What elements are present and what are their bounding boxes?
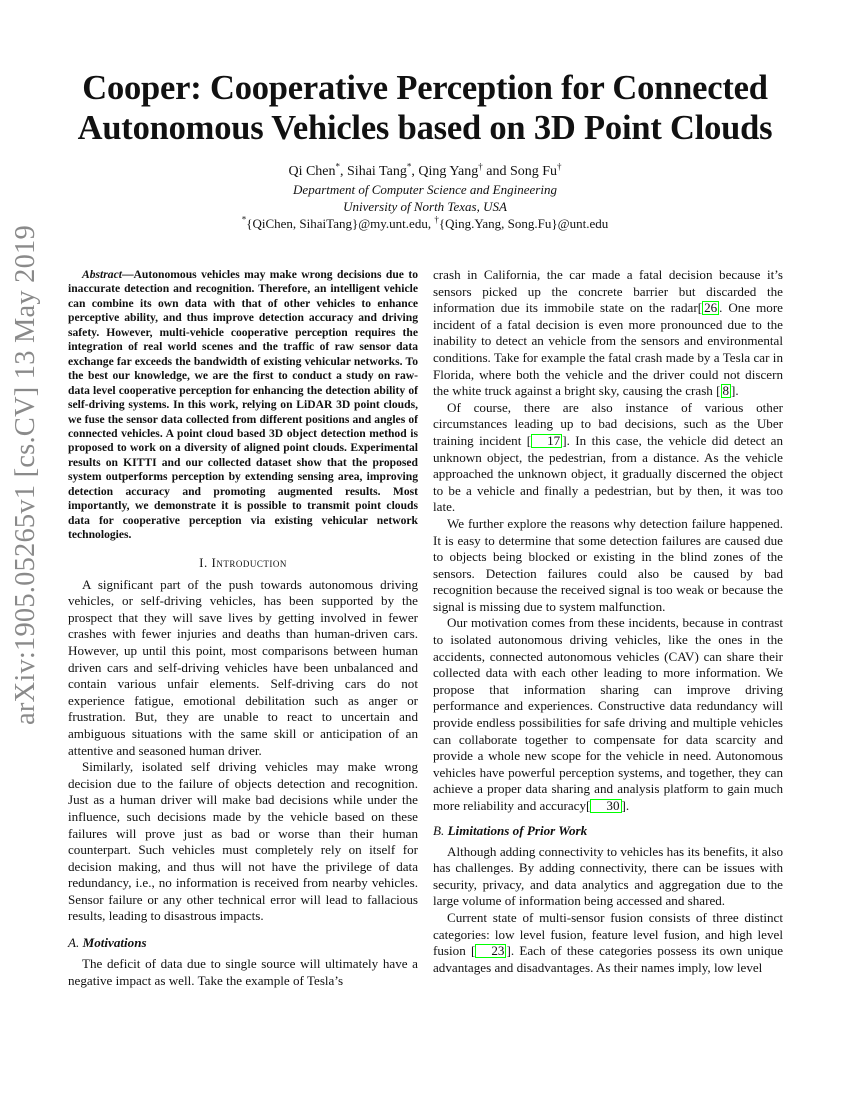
author-names: Qi Chen*, Sihai Tang*, Qing Yang† and Song Fu† [288, 161, 562, 179]
email-group: {QiChen, SihaiTang}@my.unt.edu, [246, 216, 432, 231]
university: University of North Texas, USA [343, 199, 507, 214]
left-column [68, 268, 418, 989]
paragraph: We further explore the reasons why detection failure happened. It is easy to determine that some detection failures are caused due to objects being blocked or existing in the blind zones of the sensors. Detection failures could also be caused by bad recognition because the received signal is too weak or because the signal is missing due to system malfunction. [433, 515, 783, 614]
paragraph-start: The deficit of data due to single source will ultimately have a negative impact as well. Take the example of Tesla’s [68, 956, 418, 988]
affiliation-mark: * [406, 161, 412, 172]
abstract-dash: — [121, 268, 134, 281]
paragraph [433, 910, 783, 976]
author-block [0, 163, 850, 232]
paragraph-text: Our motivation comes from these incidents, because in contrast to isolated autonomous driving vehicles, like the ones in the accidents, connected autonomous vehicles (CAV) can share their collected data with each other leading to more information. We propose that information sharing can improve driving performance and experiences. Constructive data redundancy will provide endless possibilities for safe driving and multiple vehicles can collaborate together to compensate for data scarcity and provide a whole new scope for the vehicle in need. Autonomous vehicles have powerful perception systems, and together, they can achieve a proper data sharing and analysis platform to gain much more reliability and accuracy[ [433, 615, 783, 813]
subsection-number: A. [68, 935, 80, 951]
subsection-heading-motivations [68, 935, 418, 951]
arxiv-identifier-stamp: arXiv:1905.05265v1 [cs.CV] 13 May 2019 [10, 225, 41, 725]
affiliation-mark: † [557, 161, 562, 172]
paragraph-text: Of course, there are also instance of various other circumstances leading up to bad decisions, such as the Uber training incident [ [433, 399, 783, 448]
paper-title: Cooper: Cooperative Perception for Connected Autonomous Vehicles based on 3D Point Clouds [77, 69, 773, 147]
author-name: Sihai Tang [347, 164, 407, 179]
paragraph-text: . One more incident of a fatal decision is even more pronounced due to the inability to detect an vehicle from the sensors and environmental conditions. Take for example the fatal crash made by a Tesla car in Florida, where both the vehicle and the driver could not discern the white truck against a bright sky, causing the crash [ [433, 300, 783, 399]
affiliation-mark: * [241, 214, 247, 225]
author-emails [0, 215, 850, 232]
paragraph: A significant part of the push towards autonomous driving vehicles, or self-driving vehicles, has been supported by the prospect that they will save lives by getting involved in fewer crashes with fewer injuries and deaths than human-driven cars. However, up until this point, most comparisons between human driven cars and self-driving vehicles have been unbalanced and contain various unfair elements. Self-driving cars do not experience fatigue, emotional debilitation such as anger or frustration. But, they are unable to react to uncertain and ambiguous situations with the same skill or anticipation of an attentive and seasoned human driver. [68, 576, 418, 758]
paragraph-text: ]. Each of these categories possess its own unique advantages and disadvantages. As their names imply, low level [433, 943, 784, 975]
affiliation-mark: † [434, 214, 439, 225]
subsection-number: B. [433, 822, 445, 838]
abstract-label: Abstract [82, 268, 122, 281]
abstract [68, 268, 418, 543]
paragraph: Although adding connectivity to vehicles has its benefits, it also has challenges. By adding connectivity, there can be issues with security, privacy, and data analytics and aggregation due to the large volume of information being accessed and shared. [433, 843, 783, 909]
section-title: Introduction [211, 554, 287, 570]
paragraph-text: ]. [731, 383, 739, 399]
citation-link[interactable]: 26 [704, 300, 718, 316]
paragraph-text: ]. [621, 798, 630, 813]
subsection-heading-limitations [433, 823, 783, 839]
citation-link[interactable]: 17 [531, 434, 562, 448]
right-column [433, 268, 783, 976]
citation-link[interactable]: 23 [475, 944, 506, 958]
author-name: Qing Yang [418, 164, 479, 179]
paragraph-text: ]. In this case, the vehicle did detect an unknown object, the pedestrian, from a distance. As the vehicle approached the unknown object, it gradually discerned the object to be a vehicle and finally a pedestrian, but by then, it was too late. [433, 432, 783, 515]
paragraph: Similarly, isolated self driving vehicles may make wrong decision due to the failure of objects detection and recognition. Just as a human driver will make bad decisions while under the influence, such decisions made by the vehicle based on these failures will prove just as bad or worse than their human counterpart. Such vehicles must completely rely on itself for decision making, and thus will not have the privilege of data redundancy, i.e., no information is received from nearby vehicles. Sensor failure or any other technical error will lead to fallacious results, leading to disastrous impacts. [68, 759, 418, 924]
affiliation-mark: † [478, 161, 483, 172]
department: Department of Computer Science and Engineering [293, 182, 557, 197]
subsection-title: Motivations [82, 935, 147, 951]
subsection-title: Limitations of Prior Work [447, 822, 588, 838]
author-conjunction: and [486, 164, 507, 179]
author-name: Qi Chen [288, 164, 336, 179]
author-name: Song Fu [509, 164, 558, 179]
abstract-text: Autonomous vehicles may make wrong decisions due to inaccurate detection and recognition. Therefore, an intelligent vehicle can combine its own data with that of other vehicles to enhance perceptive ability, and thus improve detection accuracy and driving safety. However, multi-vehicle cooperative perception requires the integration of real world scenes and the traffic of raw sensor data exchange far exceeds the bandwidth of existing vehicular networks. To the best our knowledge, we are the first to conduct a study on raw-data level cooperative perception for enhancing the detection ability of self-driving systems. In this work, relying on LiDAR 3D point clouds, we fuse the sensor data collected from different positions and angles of connected vehicles. A point cloud based 3D object detection method is proposed to work on a diversity of aligned point clouds. Experimental results on KITTI and our collected dataset show that the proposed system outperforms perception by extending sensing area, improving detection accuracy and promoting augmented results. Most importantly, we demonstrate it is possible to transmit point clouds data for cooperative perception via existing vehicular network technologies. [68, 268, 418, 542]
paragraph [433, 615, 783, 814]
section-number: I. [199, 554, 208, 570]
paragraph-text: Current state of multi-sensor fusion consists of three distinct categories: low level fusion, feature level fusion, and high level fusion [ [433, 909, 783, 959]
email-group: {Qing.Yang, Song.Fu}@unt.edu [438, 216, 609, 231]
citation-link[interactable]: 30 [590, 799, 621, 813]
section-heading-introduction [68, 555, 418, 571]
citation-link[interactable]: 8 [722, 383, 730, 399]
paragraph-continued: crash in California, the car made a fatal decision because it’s sensors picked up the concrete barrier but discarded the information due its immobile state on the radar[ 26 . One more incident of a fatal decision is even more pronounced due to the inability to detect an vehicle from the sensors and environmental conditions. Take for example the fatal crash made by a Tesla car in Florida, where both the vehicle and the driver could not discern the white truck against a bright sky, causing the crash [ 8 ]. [433, 267, 783, 399]
affiliation-mark: * [335, 161, 341, 172]
paragraph [433, 400, 783, 516]
